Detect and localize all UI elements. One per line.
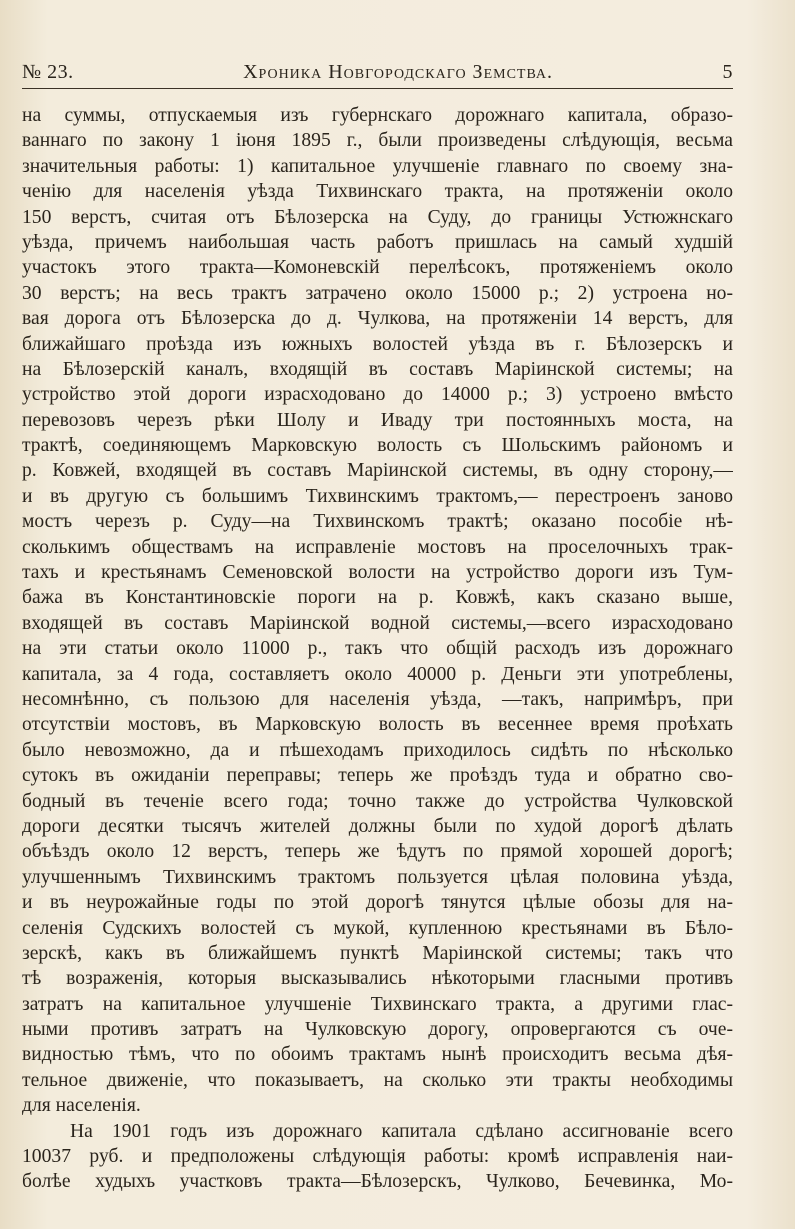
text-line: уѣзда, причемъ наибольшая часть работъ пришлась на самый худшій (22, 231, 733, 253)
text-line: болѣе худыхъ участковъ тракта—Бѣлозерскъ, Чулково, Бечевинка, Мо- (22, 1171, 733, 1193)
text-line: объѣздъ около 12 верстъ, теперь же ѣдутъ по прямой хорошей дорогѣ; (22, 841, 733, 863)
header-rule (22, 88, 733, 89)
text-line: затратъ на капитальное улучшеніе Тихвинскаго тракта, а другими глас- (22, 993, 733, 1015)
text-line: тельное движеніе, что показываетъ, на сколько эти тракты необходимы (22, 1069, 733, 1091)
text-line: р. Ковжей, входящей въ составъ Маріинской системы, въ одну сторону,— (22, 460, 733, 482)
text-line: устройство этой дороги израсходовано до 14000 р.; 3) устроено вмѣсто (22, 384, 733, 406)
text-line: дороги десятки тысячъ жителей должны были по худой дорогѣ дѣлать (22, 815, 733, 837)
issue-number: № 23. (22, 61, 74, 83)
text-line: вая дорога отъ Бѣлозерска до д. Чулкова, на протяженіи 14 верстъ, для (22, 308, 733, 330)
text-line: бажа въ Константиновскіе пороги на р. Ковжѣ, какъ сказано выше, (22, 587, 733, 609)
text-line: селенія Судскихъ волостей съ мукой, купленною крестьянами въ Бѣло- (22, 917, 733, 939)
paragraph-end-line: для населенія. (22, 1095, 141, 1117)
text-line: на суммы, отпускаемыя изъ губернскаго дорожнаго капитала, образо- (22, 105, 733, 126)
text-line: на Бѣлозерскій каналъ, входящій въ составъ Маріинской системы; на (22, 358, 733, 380)
page-number: 5 (722, 61, 733, 83)
text-line: улучшеннымъ Тихвинскимъ трактомъ пользуется цѣлая половина уѣзда, (22, 866, 733, 888)
text-line: входящей въ составъ Маріинской водной системы,—всего израсходовано (22, 612, 733, 634)
text-line: отсутствіи мостовъ, въ Марковскую волость въ весеннее время проѣхать (22, 714, 733, 736)
text-line: перевозовъ черезъ рѣки Шолу и Иваду три постоянныхъ моста, на (22, 409, 733, 431)
text-line: 30 верстъ; на весь трактъ затрачено около 15000 р.; 2) устроена но- (22, 282, 733, 304)
text-line: 10037 руб. и предположены слѣдующія работы: кромѣ исправленія наи- (22, 1146, 733, 1168)
text-line: на эти статьи около 11000 р., такъ что общій расходъ изъ дорожнаго (22, 638, 733, 660)
body-text (22, 103, 733, 1195)
text-line: сутокъ въ ожиданіи переправы; теперь же проѣздъ туда и обратно сво- (22, 765, 733, 787)
text-line: значительныя работы: 1) капитальное улучшеніе главнаго по своему зна- (22, 155, 733, 177)
text-line: и въ неурожайные годы по этой дорогѣ тянутся цѣлые обозы для на- (22, 892, 733, 914)
text-line: сколькимъ обществамъ на исправленіе мостовъ на проселочныхъ трак- (22, 536, 733, 558)
text-line: было невозможно, да и пѣшеходамъ приходилось сидѣть по нѣсколько (22, 739, 733, 761)
paragraph-start-line: На 1901 годъ изъ дорожнаго капитала сдѣлано ассигнованіе всего (70, 1120, 733, 1142)
text-line: ными противъ затратъ на Чулковскую дорогу, опровергаются съ оче- (22, 1019, 733, 1041)
text-line: ваннаго по закону 1 іюня 1895 г., были произведены слѣдующія, весьма (22, 130, 733, 152)
text-line: и въ другую съ большимъ Тихвинскимъ трактомъ,— перестроенъ заново (22, 485, 733, 507)
running-header (22, 56, 733, 84)
text-line: ближайшаго проѣзда изъ южныхъ волостей уѣзда въ г. Бѣлозерскъ и (22, 333, 733, 355)
journal-title: Хроника Новгородскаго Земства. (243, 61, 554, 83)
text-line: трактѣ, соединяющемъ Марковскую волость съ Шольскимъ райономъ и (22, 435, 733, 457)
text-line: видностью тѣмъ, что по обоимъ трактамъ нынѣ происходитъ весьма дѣя- (22, 1044, 733, 1066)
text-line: мостъ черезъ р. Суду—на Тихвинскомъ трактѣ; оказано пособіе нѣ- (22, 511, 733, 533)
text-line: несомнѣнно, съ пользою для населенія уѣзда, —такъ, напримѣръ, при (22, 688, 733, 710)
text-line: бодный въ теченіе всего года; точно также до устройства Чулковской (22, 790, 733, 812)
text-line: 150 верстъ, считая отъ Бѣлозерска на Суду, до границы Устюжнскаго (22, 206, 733, 228)
text-line: участокъ этого тракта—Комоневскій перелѣсокъ, протяженіемъ около (22, 257, 733, 279)
text-line: капитала, за 4 года, составляетъ около 40000 р. Деньги эти употреблены, (22, 663, 733, 685)
text-line: тѣ возраженія, которыя высказывались нѣкоторыми гласными противъ (22, 968, 733, 990)
text-line: ченію для населенія уѣзда Тихвинскаго тракта, на протяженіи около (22, 181, 733, 203)
text-line: зерскѣ, какъ въ ближайшемъ пунктѣ Маріинской системы; такъ что (22, 942, 733, 964)
text-line: тахъ и крестьянамъ Семеновской волости на устройство дороги изъ Тум- (22, 562, 733, 584)
